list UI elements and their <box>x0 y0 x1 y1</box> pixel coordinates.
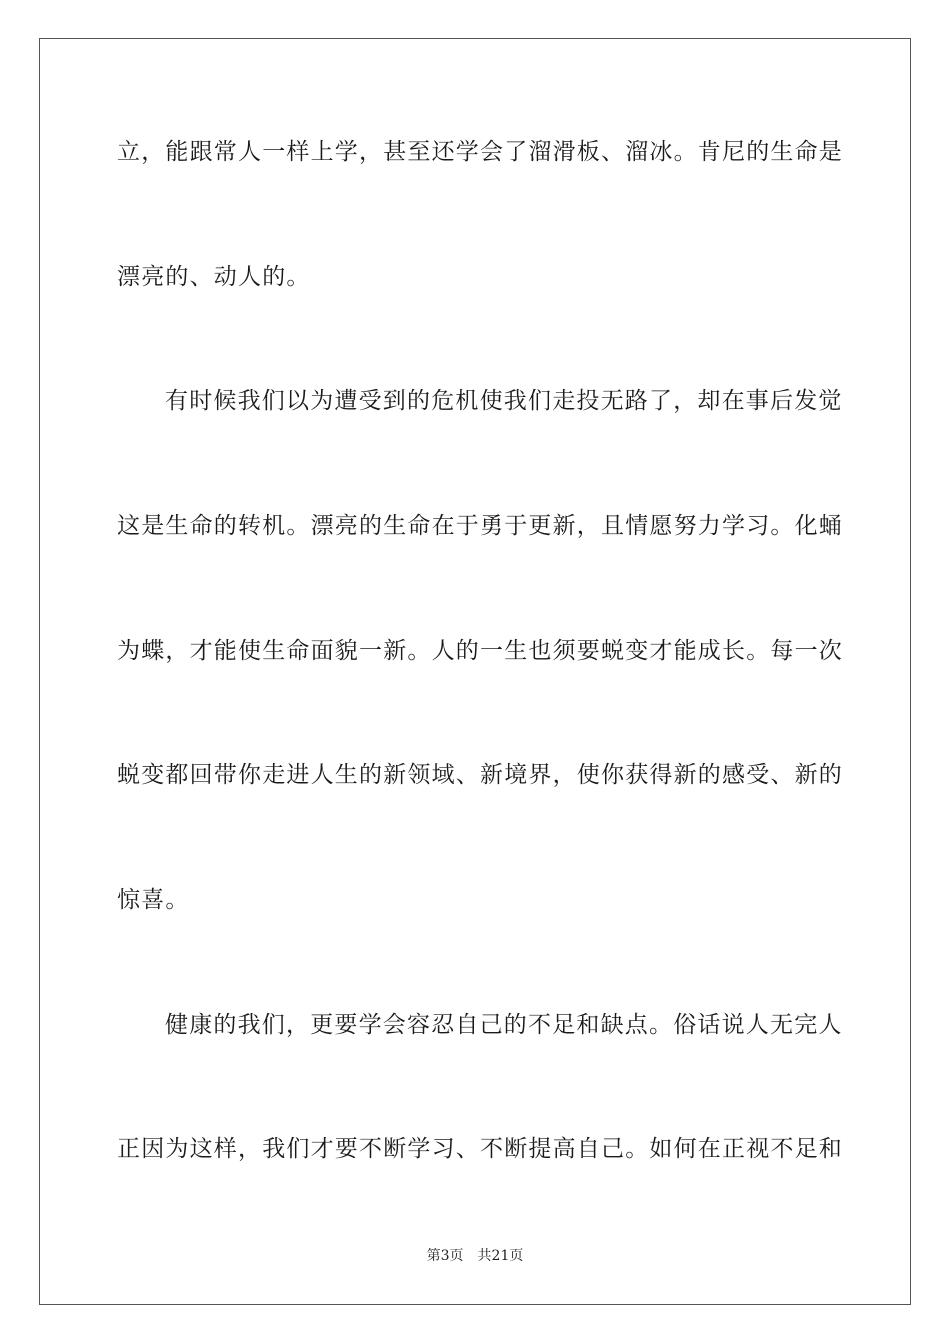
text-line: 为蝶，才能使生命面貌一新。人的一生也须要蜕变才能成长。每一次 <box>117 638 843 664</box>
text-line: 蜕变都回带你走进人生的新领域、新境界，使你获得新的感受、新的 <box>117 762 843 788</box>
text-line: 正因为这样，我们才要不断学习、不断提高自己。如何在正视不足和 <box>117 1136 843 1162</box>
text-line: 立，能跟常人一样上学，甚至还学会了溜滑板、溜冰。肯尼的生命是 <box>117 139 843 165</box>
text-line: 有时候我们以为遭受到的危机使我们走投无路了，却在事后发觉 <box>165 388 843 414</box>
page-footer <box>0 1247 950 1265</box>
page-border <box>39 38 911 1305</box>
text-line: 健康的我们，更要学会容忍自己的不足和缺点。俗话说人无完人 <box>165 1012 843 1038</box>
text-line: 漂亮的、动人的。 <box>117 264 311 290</box>
page-number: 第3页 <box>426 1248 464 1264</box>
total-pages: 共21页 <box>477 1248 524 1264</box>
text-line: 惊喜。 <box>117 887 190 913</box>
text-line: 这是生命的转机。漂亮的生命在于勇于更新，且情愿努力学习。化蛹 <box>117 513 843 539</box>
